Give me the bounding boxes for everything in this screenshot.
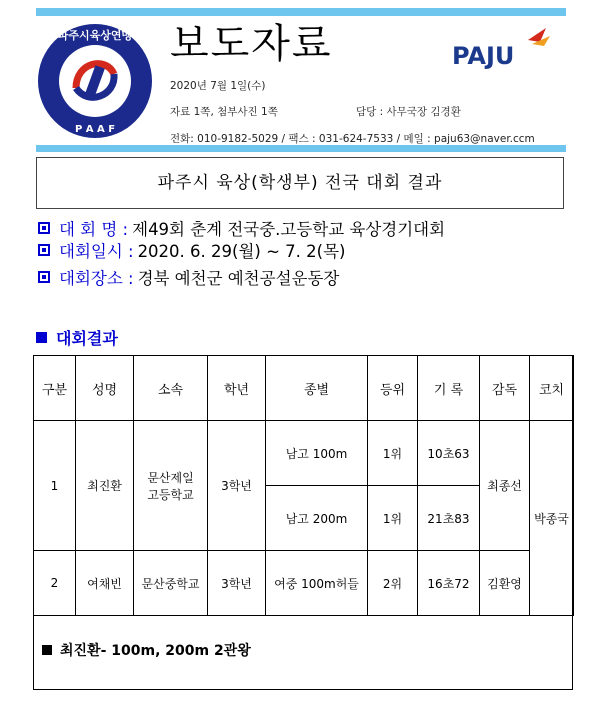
paju-brand-logo [450, 26, 560, 70]
results-table [33, 355, 574, 616]
info-label: 대 회 명 : [59, 220, 129, 239]
page-count: 자료 1쪽, 첨부사진 1쪽 [170, 106, 278, 118]
table-header-row [34, 356, 574, 421]
row-number: 2 [34, 551, 76, 616]
section-title [36, 326, 118, 349]
event-name-row [38, 216, 445, 240]
event-date-row [38, 238, 345, 262]
logo-letters: P A A F [74, 124, 116, 135]
row-number: 1 [34, 421, 76, 551]
table-header: 종별 [266, 356, 368, 421]
record: 21초83 [418, 486, 480, 551]
school-name: 문산중학교 [134, 551, 208, 616]
bullet-square-icon [38, 244, 50, 256]
headline: 파주시 육상(학생부) 전국 대회 결과 [36, 157, 564, 209]
table-header: 등위 [368, 356, 418, 421]
document-title: 보도자료 [170, 21, 333, 67]
table-header: 성명 [76, 356, 134, 421]
grade: 3학년 [208, 551, 266, 616]
filled-square-icon [36, 332, 47, 343]
table-row [34, 551, 574, 616]
school-name: 문산제일 고등학교 [134, 421, 208, 551]
athlete-name: 여채빈 [76, 551, 134, 616]
bullet-square-icon [38, 271, 50, 283]
table-row [34, 421, 574, 486]
rank: 1위 [368, 486, 418, 551]
athlete-name: 최진환 [76, 421, 134, 551]
bullet-square-icon [38, 222, 50, 234]
logo-text: 파주시육상연맹 [57, 29, 133, 42]
info-value: 경북 예천군 예천공설운동장 [137, 269, 340, 288]
table-header: 코치 [530, 356, 574, 421]
table-header: 소속 [134, 356, 208, 421]
rank: 1위 [368, 421, 418, 486]
section-title-text: 대회결과 [56, 329, 118, 348]
summary-note [42, 640, 251, 660]
event: 여중 100m허들 [266, 551, 368, 616]
summary-text: 최진환- 100m, 200m 2관왕 [60, 643, 251, 659]
contact-person: 담당 : 사무국장 김경환 [356, 106, 461, 118]
record: 10초63 [418, 421, 480, 486]
info-value: 2020. 6. 29(월) ~ 7. 2(목) [137, 242, 346, 261]
table-header: 구분 [34, 356, 76, 421]
info-value: 제49회 춘계 전국중.고등학교 육상경기대회 [132, 220, 446, 239]
info-label: 대회일시 : [59, 242, 134, 261]
middle-decorative-bar [36, 145, 566, 152]
brand-name: PAJU [452, 42, 515, 70]
table-header: 감독 [480, 356, 530, 421]
rank: 2위 [368, 551, 418, 616]
grade: 3학년 [208, 421, 266, 551]
event: 남고 200m [266, 486, 368, 551]
director: 최종선 [480, 421, 530, 551]
event: 남고 100m [266, 421, 368, 486]
director: 김환영 [480, 551, 530, 616]
table-header: 기 록 [418, 356, 480, 421]
record: 16초72 [418, 551, 480, 616]
event-venue-row [38, 265, 339, 289]
coach: 박종국 [530, 421, 574, 616]
federation-logo [36, 22, 154, 140]
info-label: 대회장소 : [59, 269, 134, 288]
contact-info: 전화: 010-9182-5029 / 팩스 : 031-624-7533 / 메일 : paju63@naver.ccm [170, 133, 535, 145]
filled-square-icon [42, 645, 52, 655]
table-header: 학년 [208, 356, 266, 421]
release-date: 2020년 7월 1일(수) [170, 80, 266, 92]
